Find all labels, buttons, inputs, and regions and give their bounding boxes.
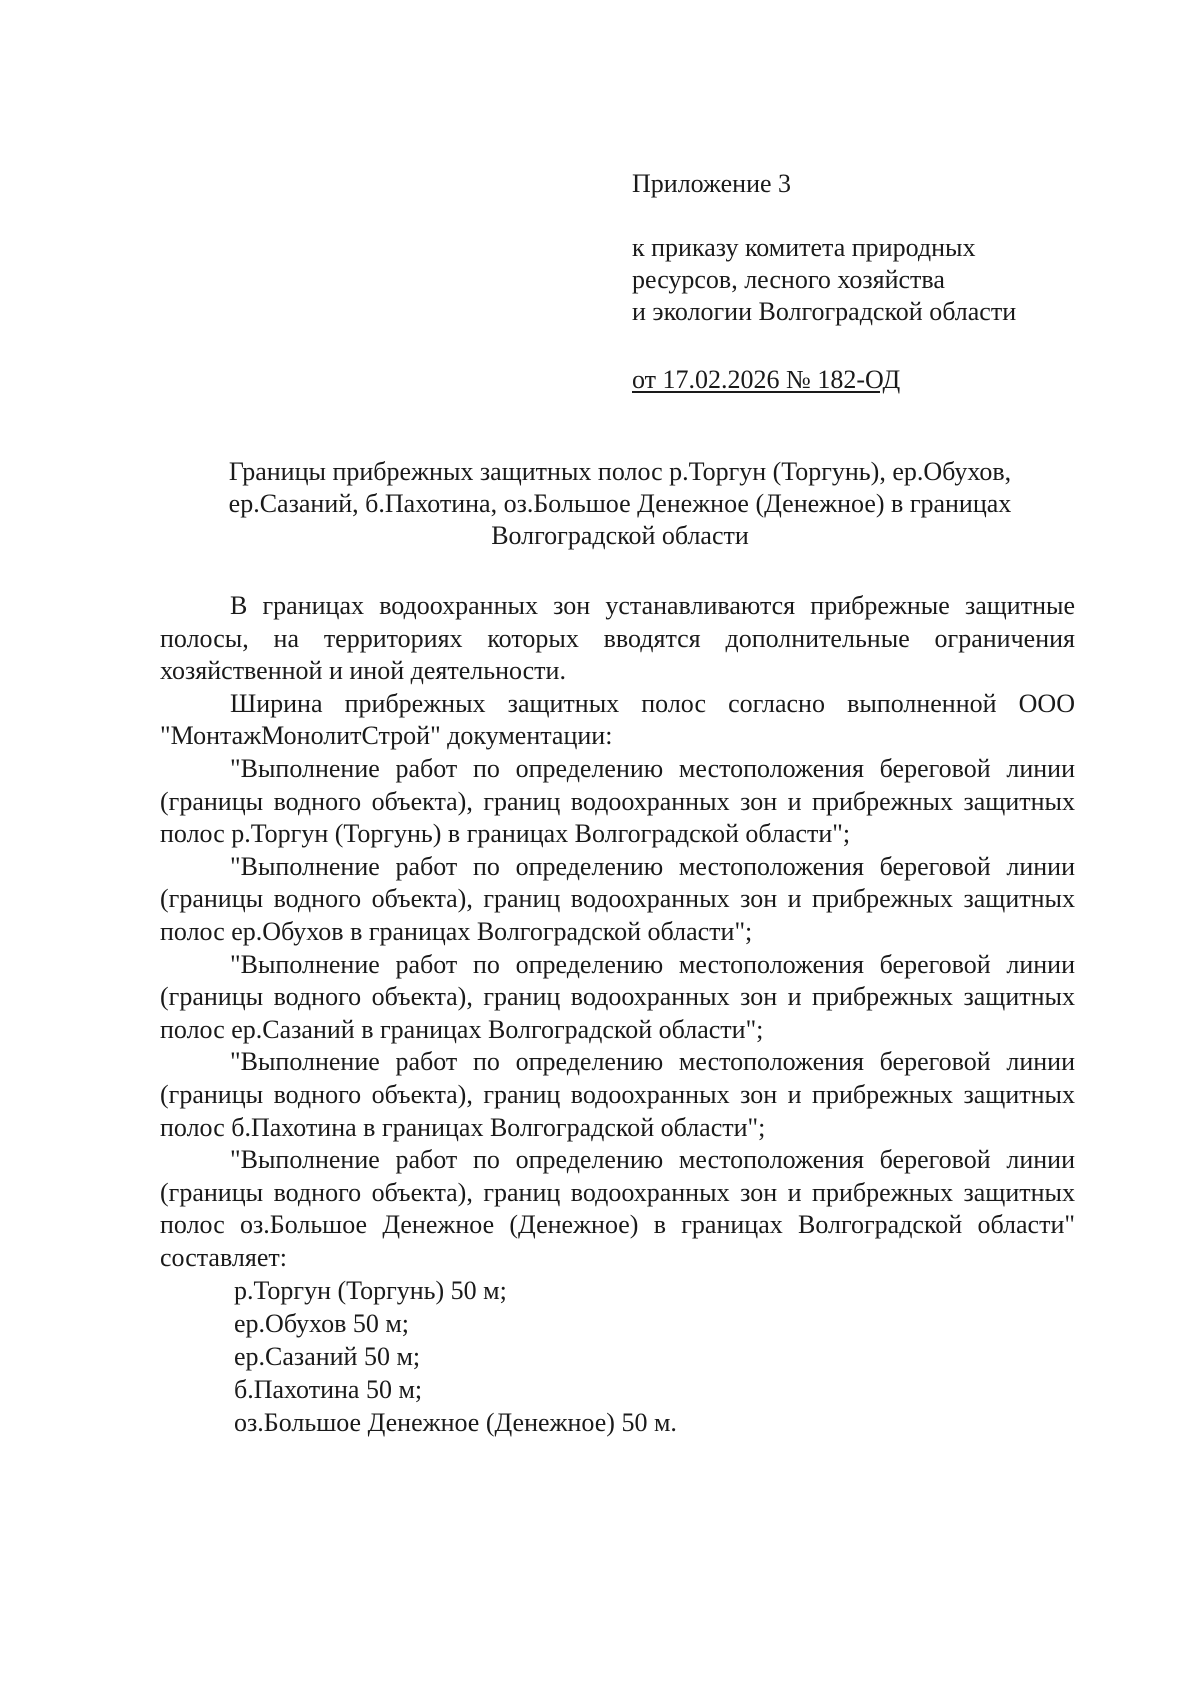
document-title [150, 456, 1090, 552]
body-paragraph: "Выполнение работ по определению местоположения береговой линии (границы водного объекта), границ водоохранных зон и прибрежных защитных полос р.Торгун (Торгунь) в границах Волгоградской области"; [160, 753, 1075, 849]
list-item: б.Пахотина 50 м; [234, 1375, 423, 1405]
list-item: р.Торгун (Торгунь) 50 м; [234, 1276, 507, 1306]
document-body [160, 590, 1075, 1439]
order-date: от 17.02.2026 № 182-ОД [632, 365, 901, 394]
body-paragraph: Ширина прибрежных защитных полос согласно выполненной ООО "МонтажМонолитСтрой" документации: [160, 688, 1075, 751]
body-paragraph: "Выполнение работ по определению местоположения береговой линии (границы водного объекта), границ водоохранных зон и прибрежных защитных полос ер.Сазаний в границах Волгоградской области"; [160, 949, 1075, 1044]
body-paragraph: "Выполнение работ по определению местоположения береговой линии (границы водного объекта), границ водоохранных зон и прибрежных защитных полос б.Пахотина в границах Волгоградской области"; [160, 1047, 1075, 1142]
body-paragraph: "Выполнение работ по определению местоположения береговой линии (границы водного объекта), границ водоохранных зон и прибрежных защитных полос оз.Большое Денежное (Денежное) в границах Волгоградской области" составляет: [160, 1145, 1075, 1272]
list-item: ер.Сазаний 50 м; [234, 1342, 421, 1372]
appendix-reference-line: к приказу комитета природных [632, 233, 976, 262]
document-title-line: Границы прибрежных защитных полос р.Торгун (Торгунь), ер.Обухов, [228, 457, 1012, 486]
list-item: оз.Большое Денежное (Денежное) 50 м. [234, 1408, 677, 1438]
document-title-line: ер.Сазаний, б.Пахотина, оз.Большое Денежное (Денежное) в границах [228, 489, 1012, 518]
appendix-reference-line: и экологии Волгоградской области [632, 297, 1017, 326]
list-item: ер.Обухов 50 м; [234, 1309, 410, 1339]
width-list [160, 1274, 1075, 1439]
document-title-line: Волгоградской области [491, 521, 749, 550]
appendix-reference-line: ресурсов, лесного хозяйства [632, 265, 945, 294]
body-paragraph: "Выполнение работ по определению местоположения береговой линии (границы водного объекта), границ водоохранных зон и прибрежных защитных полос ер.Обухов в границах Волгоградской области"; [160, 851, 1075, 946]
appendix-title [632, 168, 1112, 200]
body-paragraph: В границах водоохранных зон устанавливаются прибрежные защитные полосы, на территориях которых вводятся дополнительные ограничения хозяйственной и иной деятельности. [160, 591, 1075, 686]
appendix-reference [632, 232, 1112, 328]
appendix-title-text: Приложение 3 [632, 169, 792, 198]
